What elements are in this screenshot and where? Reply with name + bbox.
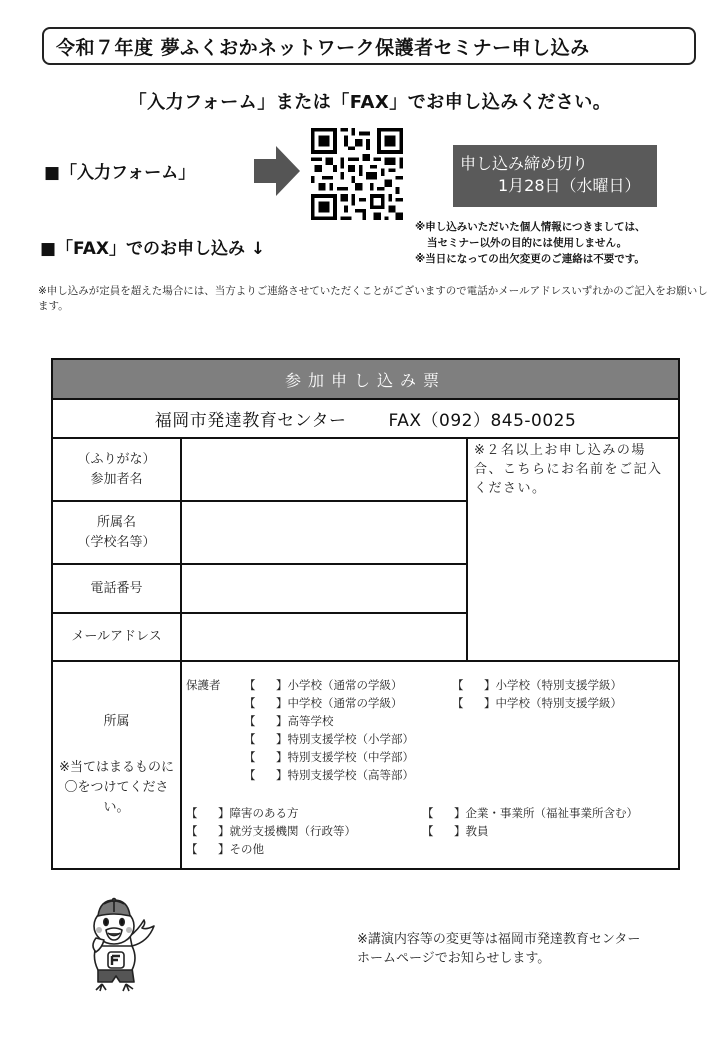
option-elementary-regular[interactable]: 【 】 小学校（通常の学級） [244, 678, 403, 692]
organization-field[interactable] [181, 501, 467, 564]
name-label: （ふりがな） 参加者名 [52, 438, 181, 501]
footer-note [357, 930, 640, 968]
option-elementary-special[interactable]: 【 】 小学校（特別支援学級） [452, 678, 622, 692]
option-special-school-junior[interactable]: 【 】 特別支援学校（中学部） [244, 750, 414, 764]
option-teacher[interactable]: 【 】 教員 [422, 824, 489, 838]
other-affiliation-group [186, 804, 678, 858]
option-person-with-disability[interactable]: 【 】 障害のある方 [186, 806, 299, 820]
privacy-line-2: 当セミナー以外の目的には使用しません。 [427, 237, 628, 249]
footer-note-line-2: ホームページでお知らせします。 [357, 951, 551, 966]
capacity-notice: ※申し込みが定員を超えた場合には、当方よりご連絡させていただくことがございますので電話かメールアドレスいずれかのご記入をお願いします。 [38, 285, 708, 312]
email-field[interactable] [181, 613, 467, 661]
name-field[interactable] [181, 438, 467, 501]
fax-info [52, 399, 679, 438]
input-form-heading: ■「入力フォーム」 [44, 163, 196, 183]
deadline-date: 1月28日（水曜日） [498, 176, 641, 195]
page-title: 令和７年度 夢ふくおかネットワーク保護者セミナー申し込み [42, 27, 696, 65]
fax-number: FAX（092）845-0025 [388, 411, 577, 431]
option-special-school-high[interactable]: 【 】 特別支援学校（高等部） [244, 768, 414, 782]
affiliation-options [181, 661, 679, 869]
deadline-badge [453, 145, 657, 207]
organization-label: 所属名 （学校名等） [52, 501, 181, 564]
affiliation-instruction: ※当てはまるものに〇をつけてください。 [59, 760, 174, 815]
guardian-group [186, 676, 678, 784]
option-other[interactable]: 【 】 その他 [186, 842, 264, 856]
application-form [51, 358, 680, 870]
center-name: 福岡市発達教育センター [154, 411, 347, 431]
multi-applicant-note: ※２名以上お申し込みの場合、こちらにお名前をご記入ください。 [474, 443, 663, 496]
deadline-label: 申し込み締め切り [460, 154, 589, 173]
option-company[interactable]: 【 】 企業・事業所（福祉事業所含む） [422, 806, 638, 820]
phone-label: 電話番号 [52, 564, 181, 613]
additional-names-field[interactable] [467, 438, 679, 661]
option-special-school-elementary[interactable]: 【 】 特別支援学校（小学部） [244, 732, 414, 746]
email-label: メールアドレス [52, 613, 181, 661]
option-high-school[interactable]: 【 】 高等学校 [244, 714, 334, 728]
qr-code-icon[interactable] [310, 128, 404, 220]
fax-heading: ■「FAX」でのお申し込み ↓ [40, 239, 266, 259]
option-junior-special[interactable]: 【 】 中学校（特別支援学級） [452, 696, 622, 710]
privacy-line-1: ※申し込みいただいた個人情報につきましては、 [415, 221, 646, 233]
guardian-prefix: 保護者 [186, 678, 221, 692]
privacy-notice [415, 219, 705, 267]
subtitle: 「入力フォーム」または「FAX」でお申し込みください。 [128, 92, 612, 113]
privacy-line-3: ※当日になっての出欠変更のご連絡は不要です。 [415, 253, 645, 265]
right-arrow-icon [254, 146, 300, 196]
affiliation-label: 所属 ※当てはまるものに〇をつけてください。 [52, 661, 181, 869]
option-employment-support[interactable]: 【 】 就労支援機関（行政等） [186, 824, 356, 838]
footer-note-line-1: ※講演内容等の変更等は福岡市発達教育センター [357, 932, 641, 947]
option-junior-regular[interactable]: 【 】 中学校（通常の学級） [244, 696, 403, 710]
mascot-character-icon [82, 896, 158, 992]
phone-field[interactable] [181, 564, 467, 613]
form-header: 参加申し込み票 [52, 359, 679, 399]
